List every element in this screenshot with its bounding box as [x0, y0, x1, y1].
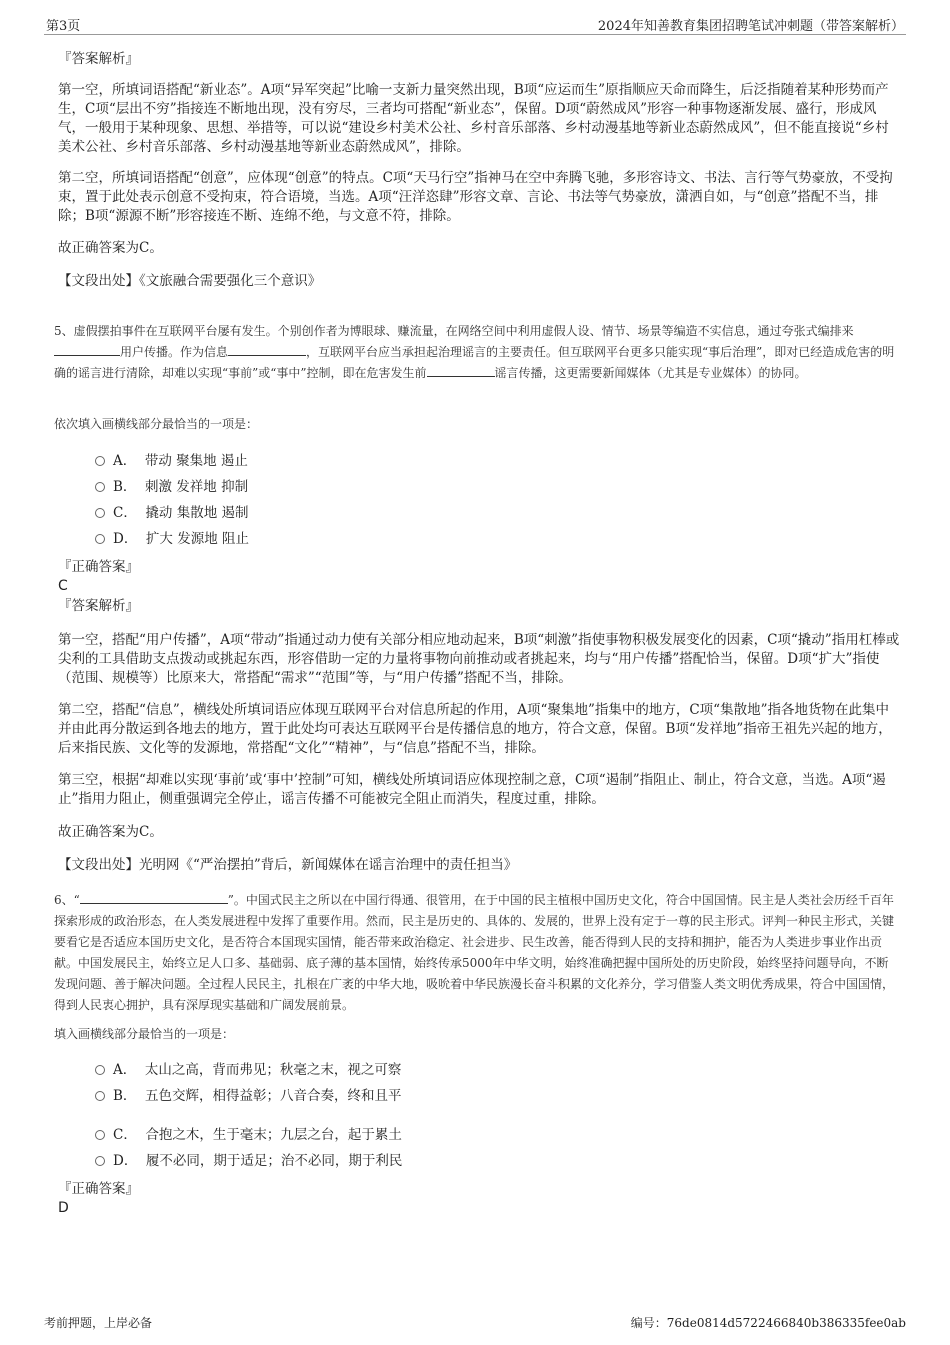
q5-option-b[interactable]: [95, 478, 248, 496]
option-text: 带动 聚集地 遏止: [144, 453, 248, 469]
option-key: D．: [113, 1153, 138, 1169]
q6-answer: D: [58, 1200, 69, 1216]
option-key: D．: [113, 531, 138, 547]
q5-blank-2: [228, 342, 306, 356]
option-key: B．: [113, 1088, 137, 1104]
q5-answer: C: [58, 578, 68, 594]
q5-stem-part-2: 用户传播。作为信息: [120, 345, 229, 359]
q5-stem-part-1: 5、虚假摆拍事件在互联网平台屡有发生。个别创作者为博眼球、赚流量，在网络空间中利用虚假人设、情节、场景等编造不实信息，通过夸张式编排来: [54, 324, 854, 338]
q6-prompt: 填入画横线部分最恰当的一项是：: [54, 1027, 235, 1041]
radio-icon[interactable]: [95, 1156, 105, 1166]
radio-icon[interactable]: [95, 1091, 105, 1101]
q5-analysis-p3: 第三空，根据“却难以实现‘事前’或‘事中’控制”可知，横线处所填词语应体现控制之意，C项“遏制”指阻止、制止，符合文意，当选。A项“遏止”指用力阻止，侧重强调完全停止，谣言传播不可能被完全阻止而消失，程度过重，排除。: [58, 772, 886, 807]
option-key: C．: [113, 1127, 137, 1143]
radio-icon[interactable]: [95, 1130, 105, 1140]
footer-code: 编号：76de0814d5722466840b386335fee0ab: [630, 1316, 906, 1330]
q6-blank: [80, 890, 228, 904]
option-key: C．: [113, 505, 137, 521]
option-key: A．: [113, 453, 137, 469]
document-title: 2024年知善教育集团招聘笔试冲刺题（带答案解析）: [597, 19, 904, 34]
radio-icon[interactable]: [95, 482, 105, 492]
radio-icon[interactable]: [95, 1065, 105, 1075]
q5-analysis-label: 『答案解析』: [58, 598, 139, 614]
q4-analysis-p2: 第二空，所填词语搭配“创意”，应体现“创意”的特点。C项“天马行空”指神马在空中奔腾飞驰，多形容诗文、书法、言行等气势豪放，不受拘束，置于此处表示创意不受拘束，符合语境，当选。A项“汪洋恣肆”形容文章、言论、书法等气势豪放，潇洒自如，与“创意”搭配不当，排除；B项“源源不断”形容接连不断、连绵不绝，与文意不符，排除。: [58, 170, 893, 224]
q6-option-b[interactable]: [95, 1087, 402, 1105]
radio-icon[interactable]: [95, 534, 105, 544]
option-text: 太山之高，背而弗见；秋毫之末，视之可察: [144, 1062, 402, 1078]
q5-option-d[interactable]: [95, 530, 249, 548]
page-footer: [44, 1314, 906, 1331]
q5-answer-label: 『正确答案』: [58, 559, 139, 575]
radio-icon[interactable]: [95, 456, 105, 466]
q5-conclusion: 故正确答案为C。: [58, 824, 163, 840]
q5-blank-1: [54, 342, 120, 356]
option-text: 合抱之木，生于毫末；九层之台，起于累土: [145, 1127, 402, 1143]
page-header: [44, 14, 906, 35]
option-text: 刺激 发祥地 抑制: [145, 479, 249, 495]
radio-icon[interactable]: [95, 508, 105, 518]
q6-option-a[interactable]: [95, 1061, 401, 1079]
q5-stem: [54, 321, 900, 384]
q5-stem-part-4: 谣言传播，这更需要新闻媒体（尤其是专业媒体）的协同。: [494, 366, 807, 380]
q5-option-a[interactable]: [95, 452, 248, 470]
q6-stem-part-2: ”。中国式民主之所以在中国行得通、很管用，在于中国的民主植根中国历史文化，符合中国国情。民主是人类社会历经千百年探索形成的政治形态，在人类发展进程中发挥了重要作用。然而，民主是历史的、具体的、发展的，世界上没有定于一尊的民主形式。评判一种民主形式，关键要看它是否适应本国历史文化，是否符合本国现实国情，能否带来政治稳定、社会进步、民生改善，能否得到人民的支持和拥护，能否为人类进步事业作出贡献。中国发展民主，始终立足人口多、基础弱、底子薄的基本国情，始终传承5000年中华文明，始终准确把握中国所处的历史阶段，始终坚持问题导向，不断发现问题、善于解决问题。全过程人民民主，扎根在广袤的中华大地，吸吮着中华民族漫长奋斗积累的文化养分，学习借鉴人类文明优秀成果，符合中国国情，得到人民衷心拥护，具有深厚现实基础和广阔发展前景。: [54, 893, 895, 1012]
option-key: B．: [113, 479, 137, 495]
q4-source: 【文段出处】《文旅融合需要强化三个意识》: [58, 273, 322, 289]
option-text: 五色交辉，相得益彰；八音合奏，终和且平: [145, 1088, 402, 1104]
q6-stem: [54, 890, 900, 1016]
q6-option-d[interactable]: [95, 1152, 402, 1170]
q5-analysis-p1: 第一空，搭配“用户传播”，A项“带动”指通过动力使有关部分相应地动起来，B项“刺激”指使事物积极发展变化的因素，C项“撬动”指用杠棒或尖利的工具借助支点拨动或挑起东西，形容借助一定的力量将事物向前推动或者挑起来，均与“用户传播”搭配恰当，保留。D项“扩大”指使（范围、规模等）比原来大，常搭配“需求”“范围”等，与“用户传播”搭配不当，排除。: [58, 632, 900, 686]
q5-stem-part-3: ，互联网平台应当承担起治理谣言的主要责任。但互联网平台更多只能实现“事后治理”，即对已经造成危害的明确的谣言进行清除，却难以实现“事前”或“事中”控制，即在危害发生前: [54, 345, 895, 380]
page-number: 第3页: [46, 19, 81, 34]
q4-analysis-p1: 第一空，所填词语搭配“新业态”。A项“异军突起”比喻一支新力量突然出现，B项“应运而生”原指顺应天命而降生，后泛指随着某种形势而产生，C项“层出不穷”指接连不断地出现，没有穷尽，三者均可搭配“新业态”，保留。D项“蔚然成风”形容一种事物逐渐发展、盛行，形成风气，一般用于某种现象、思想、举措等，可以说“建设乡村美术公社、乡村音乐部落、乡村动漫基地等新业态蔚然成风”，但不能直接说“乡村美术公社、乡村音乐部落、乡村动漫基地等新业态蔚然成风”，排除。: [58, 82, 889, 155]
q5-source: 【文段出处】光明网《“严治摆拍”背后，新闻媒体在谣言治理中的责任担当》: [58, 857, 518, 873]
q5-blank-3: [427, 363, 495, 377]
q6-option-c[interactable]: [95, 1126, 402, 1144]
footer-slogan: 考前押题，上岸必备: [44, 1316, 153, 1330]
q5-analysis-p2: 第二空，搭配“信息”，横线处所填词语应体现互联网平台对信息所起的作用，A项“聚集地”指集中的地方，C项“集散地”指各地货物在此集中并由此再分散运到各地去的地方，置于此处均可表达互联网平台是传播信息的地方，符合文意，保留。B项“发祥地”指帝王祖先兴起的地方，后来指民族、文化等的发源地，常搭配“文化”“精神”，与“信息”搭配不当，排除。: [58, 702, 892, 756]
q5-option-c[interactable]: [95, 504, 249, 522]
q4-conclusion: 故正确答案为C。: [58, 240, 163, 256]
option-text: 撬动 集散地 遏制: [145, 505, 249, 521]
q6-stem-part-1: 6、“: [54, 893, 80, 907]
q6-answer-label: 『正确答案』: [58, 1181, 139, 1197]
option-text: 履不必同，期于适足；治不必同，期于利民: [145, 1153, 403, 1169]
q5-prompt: 依次填入画横线部分最恰当的一项是：: [54, 417, 259, 431]
q4-analysis-label: 『答案解析』: [58, 51, 139, 67]
option-key: A．: [113, 1062, 137, 1078]
option-text: 扩大 发源地 阻止: [145, 531, 250, 547]
